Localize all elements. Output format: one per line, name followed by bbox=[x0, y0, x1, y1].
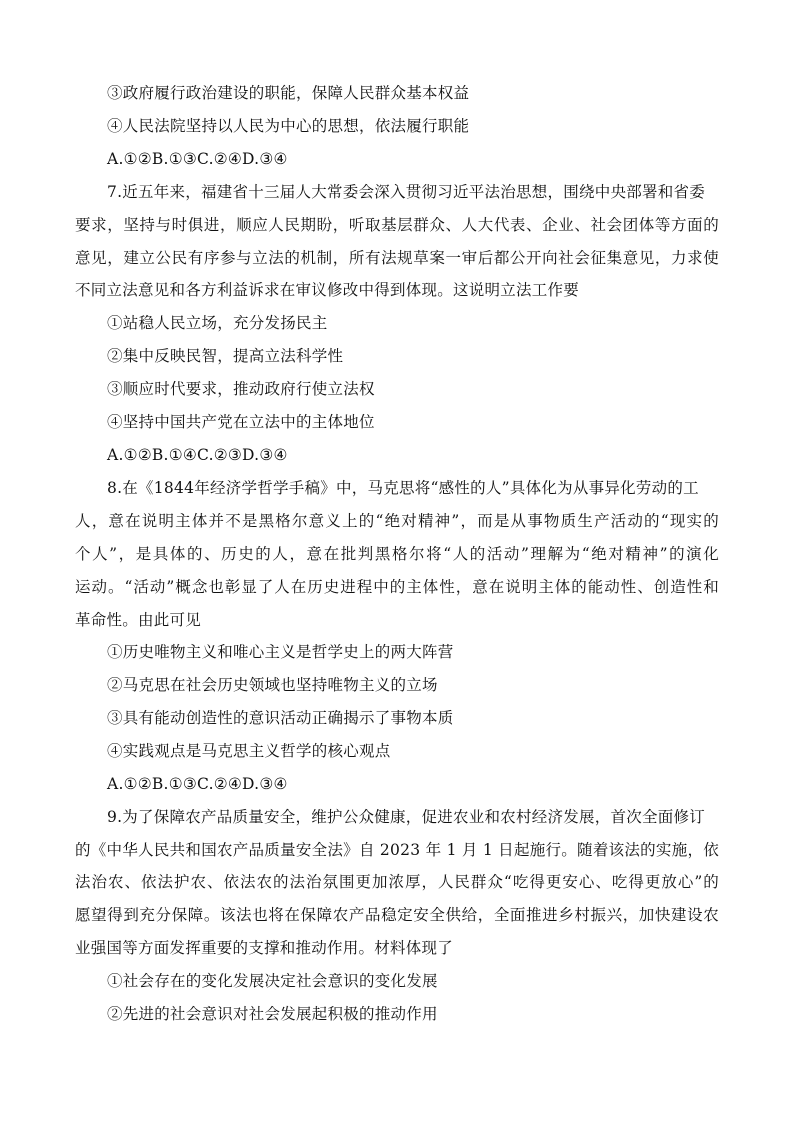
q8-stem-line-4: 运动。“活动”概念也彰显了人在历史进程中的主体性，意在说明主体的能动性、创造性和 bbox=[75, 578, 719, 596]
q8-stem-line-1: 8.在《1844年经济学哲学手稿》中，马克思将“感性的人”具体化为从事异化劳动的工 bbox=[107, 479, 699, 497]
q9-stem-line-1: 9.为了保障农产品质量安全，维护公众健康，促进农业和农村经济发展，首次全面修订 bbox=[107, 808, 706, 826]
q8-option-1: ①历史唯物主义和唯心主义是哲学史上的两大阵营 bbox=[107, 643, 454, 661]
q7-answer-choices: A.①②B.①④C.②③D.③④ bbox=[107, 446, 288, 464]
q8-option-3: ③具有能动创造性的意识活动正确揭示了事物本质 bbox=[107, 709, 454, 727]
q7-stem-line-2: 要求，坚持与时俱进，顺应人民期盼，听取基层群众、人大代表、企业、社会团体等方面的 bbox=[75, 216, 719, 234]
q7-option-4: ④坚持中国共产党在立法中的主体地位 bbox=[107, 413, 375, 431]
q8-option-4: ④实践观点是马克思主义哲学的核心观点 bbox=[107, 742, 391, 760]
q8-option-2: ②马克思在社会历史领域也坚持唯物主义的立场 bbox=[107, 676, 438, 694]
q8-stem-line-2: 人，意在说明主体并不是黑格尔意义上的“绝对精神”，而是从事物质生产活动的“现实的 bbox=[75, 512, 719, 530]
q9-stem-line-2: 的《中华人民共和国农产品质量安全法》自 2023 年 1 月 1 日起施行。随着该法的实施，依 bbox=[75, 841, 719, 859]
q6-answer-choices: A.①②B.①③C.②④D.③④ bbox=[107, 150, 288, 168]
q7-option-2: ②集中反映民智，提高立法科学性 bbox=[107, 347, 344, 365]
q7-stem-line-3: 意见，建立公民有序参与立法的机制，所有法规草案一审后都公开向社会征集意见，力求使 bbox=[75, 249, 719, 267]
q7-option-3: ③顺应时代要求，推动政府行使立法权 bbox=[107, 380, 375, 398]
q6-option-4: ④人民法院坚持以人民为中心的思想，依法履行职能 bbox=[107, 117, 470, 135]
q9-stem-line-3: 法治农、依法护农、依法农的法治氛围更加浓厚，人民群众“吃得更安心、吃得更放心”的 bbox=[75, 873, 719, 891]
q6-option-3: ③政府履行政治建设的职能，保障人民群众基本权益 bbox=[107, 84, 470, 102]
q7-stem-line-1: 7.近五年来，福建省十三届人大常委会深入贯彻习近平法治思想，围绕中央部署和省委 bbox=[107, 183, 706, 201]
q9-option-2: ②先进的社会意识对社会发展起积极的推动作用 bbox=[107, 1005, 438, 1023]
q8-stem-line-5: 革命性。由此可见 bbox=[75, 611, 202, 629]
q9-option-1: ①社会存在的变化发展决定社会意识的变化发展 bbox=[107, 972, 438, 990]
q7-stem-line-4: 不同立法意见和各方利益诉求在审议修改中得到体现。这说明立法工作要 bbox=[75, 281, 580, 299]
q9-stem-line-5: 业强国等方面发挥重要的支撑和推动作用。材料体现了 bbox=[75, 939, 454, 957]
q8-stem-line-3: 个人”，是具体的、历史的人，意在批判黑格尔将“人的活动”理解为“绝对精神”的演化 bbox=[75, 545, 719, 563]
q7-option-1: ①站稳人民立场，充分发扬民主 bbox=[107, 314, 328, 332]
q9-stem-line-4: 愿望得到充分保障。该法也将在保障农产品稳定安全供给，全面推进乡村振兴，加快建设农 bbox=[75, 906, 719, 924]
q8-answer-choices: A.①②B.①③C.②④D.③④ bbox=[107, 775, 288, 793]
